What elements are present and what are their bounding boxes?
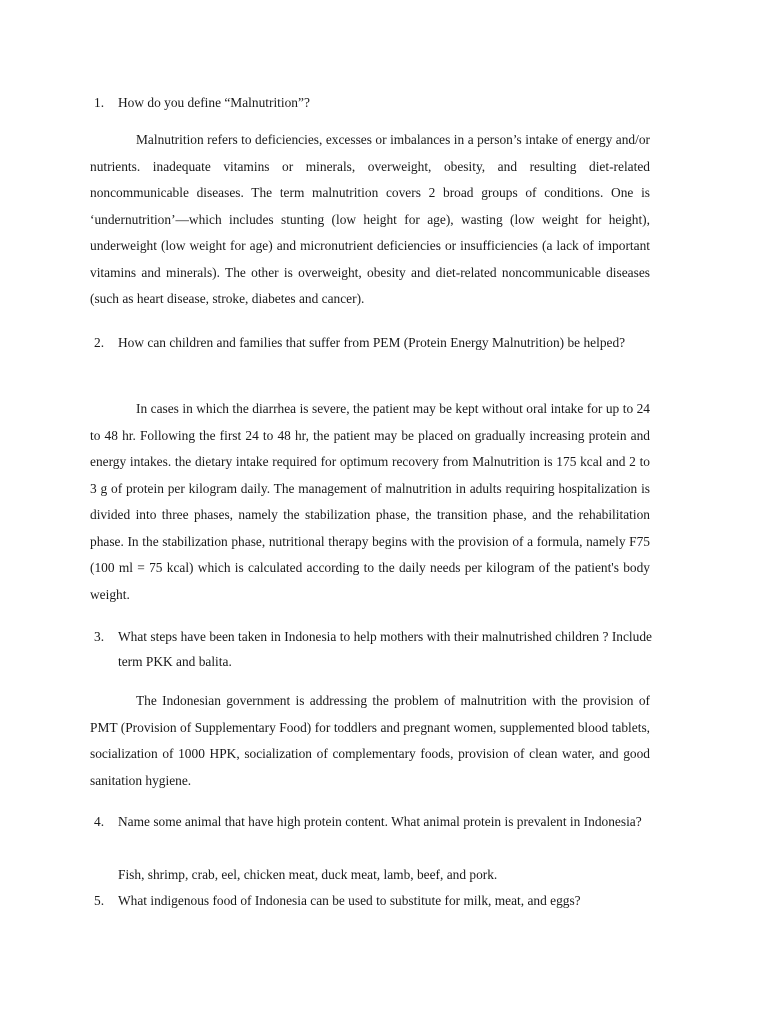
question-4 bbox=[90, 809, 652, 834]
question-2 bbox=[90, 330, 652, 355]
question-text: What indigenous food of Indonesia can be used to substitute for milk, meat, and eggs? bbox=[118, 893, 581, 908]
question-3 bbox=[90, 624, 652, 674]
answer-1: Malnutrition refers to deficiencies, excesses or imbalances in a person’s intake of energy and/or nutrients. inadequate vitamins or minerals, overweight, obesity, and resulting diet-related noncommunicable diseases. The term malnutrition covers 2 broad groups of conditions. One is ‘undernutrition’—which includes stunting (low height for age), wasting (low weight for height), underweight (low weight for age) and micronutrient deficiencies or insufficiencies (a lack of important vitamins and minerals). The other is overweight, obesity and diet-related noncommunicable diseases (such as heart disease, stroke, diabetes and cancer). bbox=[90, 132, 650, 306]
question-number: 3. bbox=[94, 629, 105, 644]
question-text: Name some animal that have high protein content. What animal protein is prevalent in Indonesia? bbox=[118, 814, 642, 829]
question-1 bbox=[90, 90, 652, 115]
question-number: 2. bbox=[94, 335, 105, 350]
question-number: 4. bbox=[94, 814, 105, 829]
question-text: How can children and families that suffer from PEM (Protein Energy Malnutrition) be helped? bbox=[118, 335, 626, 350]
question-5 bbox=[90, 888, 652, 913]
question-text: How do you define “Malnutrition”? bbox=[118, 95, 310, 110]
answer-4: Fish, shrimp, crab, eel, chicken meat, duck meat, lamb, beef, and pork. bbox=[118, 867, 498, 882]
question-text: What steps have been taken in Indonesia to help mothers with their malnutrished children ? Include term PKK and balita. bbox=[118, 629, 652, 669]
answer-2: In cases in which the diarrhea is severe, the patient may be kept without oral intake for up to 24 to 48 hr. Following the first 24 to 48 hr, the patient may be placed on gradually increasing protein and energy intakes. the dietary intake required for optimum recovery from Malnutrition is 175 kcal and 2 to 3 g of protein per kilogram daily. The management of malnutrition in adults requiring hospitalization is divided into three phases, namely the stabilization phase, the transition phase, and the rehabilitation phase. In the stabilization phase, nutritional therapy begins with the provision of a formula, namely F75 (100 ml = 75 kcal) which is calculated according to the daily needs per kilogram of the patient's body weight. bbox=[90, 401, 650, 602]
question-number: 1. bbox=[94, 95, 105, 110]
answer-3: The Indonesian government is addressing the problem of malnutrition with the provision of PMT (Provision of Supplementary Food) for toddlers and pregnant women, supplemented blood tablets, socialization of 1000 HPK, socialization of complementary foods, provision of clean water, and good sanitation hygiene. bbox=[90, 693, 650, 788]
question-number: 5. bbox=[94, 893, 105, 908]
